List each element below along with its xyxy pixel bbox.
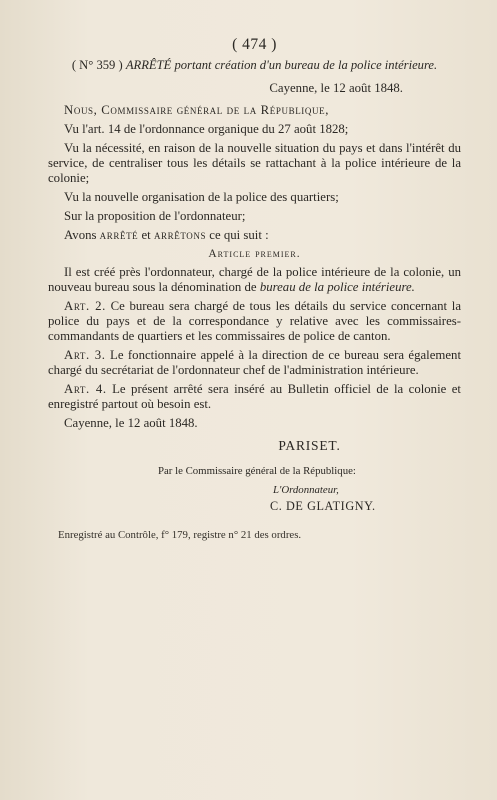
article-premier-text: Il est créé près l'ordonnateur, chargé de la police intérieure de la colonie, un nouveau bureau sous la dénomination de bbox=[48, 265, 461, 294]
decree-number: ( N° 359 ) bbox=[71, 58, 123, 72]
bureau-name: bureau de la police intérieure. bbox=[259, 280, 415, 294]
vu-necessite-paragraph: Vu la nécessité, en raison de la nouvelle situation du pays et dans l'intérêt du service, de centraliser tous les détails se rattachant à la police intérieure de la colonie; bbox=[48, 141, 461, 185]
article-3-text: Le fonctionnaire appelé à la direction de ce bureau sera également chargé du secrétariat de l'ordonnateur chef de l'administration intérieure. bbox=[48, 348, 461, 377]
article-4-paragraph bbox=[48, 382, 461, 412]
article-4-label: Art. 4. bbox=[64, 382, 107, 396]
by-line: Par le Commissaire général de la République: bbox=[158, 465, 356, 477]
vu-article-paragraph: Vu l'art. 14 de l'ordonnance organique du 27 août 1828; bbox=[64, 122, 349, 136]
et-word: et bbox=[141, 228, 151, 242]
avons-suffix: ce qui suit : bbox=[209, 228, 269, 242]
nous-label: Nous, Commissaire général de la République, bbox=[64, 103, 330, 117]
arretons-word: arrêtons bbox=[153, 228, 207, 242]
vu-organisation-paragraph: Vu la nouvelle organisation de la police des quartiers; bbox=[64, 190, 339, 204]
page-number: ( 474 ) bbox=[232, 36, 277, 53]
dateline: Cayenne, le 12 août 1848. bbox=[269, 81, 403, 95]
ordonnateur-role: L'Ordonnateur, bbox=[273, 484, 339, 496]
signature-pariset: PARISET. bbox=[278, 438, 341, 453]
article-4-text: Le présent arrêté sera inséré au Bulletin officiel de la colonie et enregistré partout où besoin est. bbox=[48, 382, 461, 411]
nous-line bbox=[48, 103, 461, 118]
article-2-text: Ce bureau sera chargé de tous les détails du service concernant la police du pays et de la correspondance y relative avec les commissaires-commandants de quartiers et les commissaires de police de canton. bbox=[48, 299, 461, 343]
avons-prefix: Avons bbox=[64, 228, 97, 242]
arrete-word: arrêté bbox=[99, 228, 139, 242]
sur-proposition-paragraph: Sur la proposition de l'ordonnateur; bbox=[64, 209, 246, 223]
avons-paragraph bbox=[48, 228, 461, 243]
article-2-paragraph bbox=[48, 299, 461, 344]
article-2-label: Art. 2. bbox=[64, 299, 106, 313]
article-3-label: Art. 3. bbox=[64, 348, 106, 362]
registration-note: Enregistré au Contrôle, f° 179, registre n° 21 des ordres. bbox=[58, 529, 302, 541]
article-premier-paragraph bbox=[48, 265, 461, 295]
closing-date: Cayenne, le 12 août 1848. bbox=[64, 416, 198, 430]
article-3-paragraph bbox=[48, 348, 461, 378]
decree-header bbox=[48, 58, 461, 72]
article-premier-heading: Article premier. bbox=[208, 248, 301, 260]
decree-title: ARRÊTÉ portant création d'un bureau de la police intérieure. bbox=[125, 58, 438, 72]
signature-glatigny: C. DE GLATIGNY. bbox=[270, 499, 376, 513]
